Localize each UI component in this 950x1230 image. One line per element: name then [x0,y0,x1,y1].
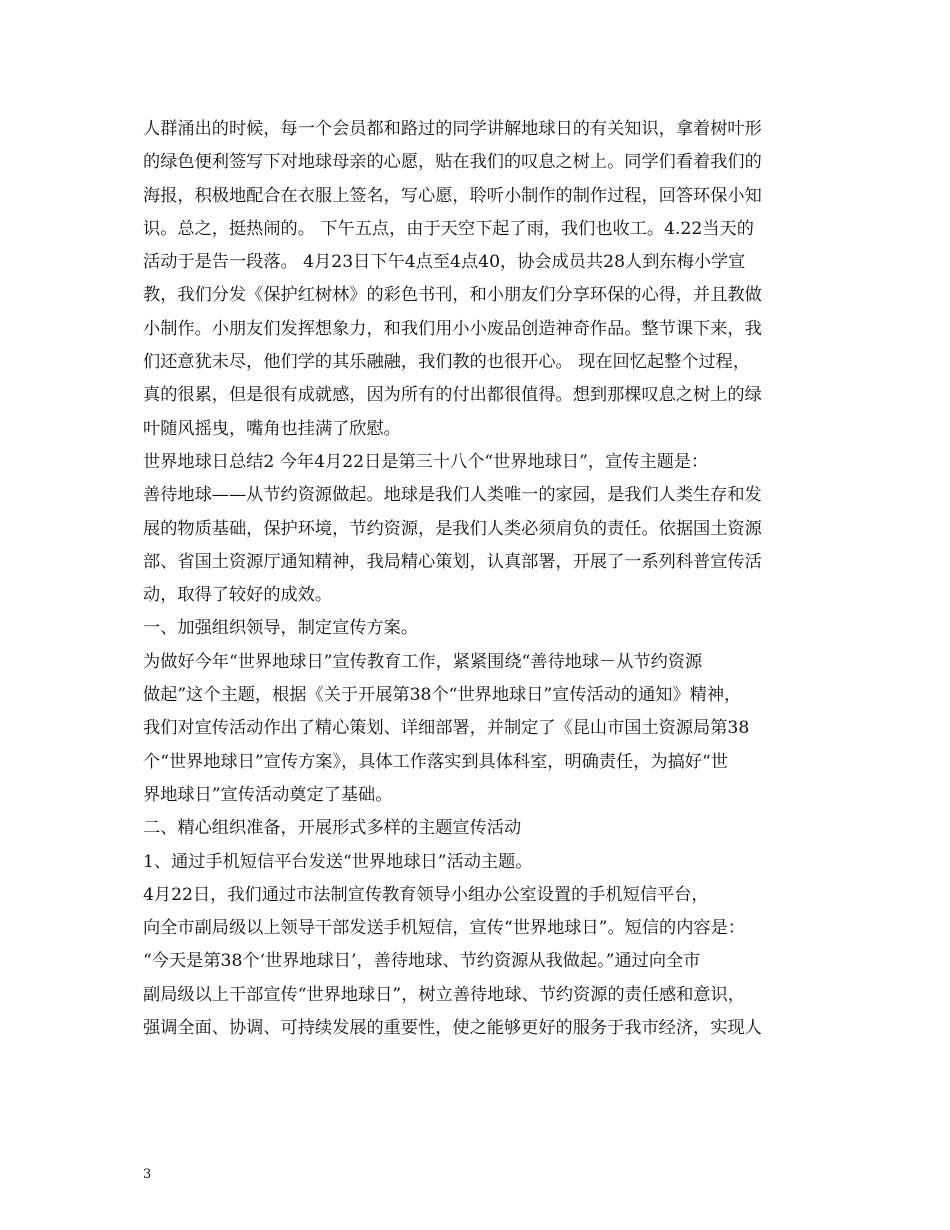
text-line: 海报，积极地配合在衣服上签名，写心愿，聆听小制作的制作过程，回答环保小知 [143,185,762,206]
text-line: 向全市副局级以上领导干部发送手机短信，宣传“世界地球日”。短信的内容是： [143,918,745,939]
text-line: 展的物质基础，保护环境，节约资源，是我们人类必须肩负的责任。依据国土资源 [143,518,762,539]
text-line: 副局级以上干部宣传“世界地球日”，树立善待地球、节约资源的责任感和意识， [143,984,745,1005]
text-line: 善待地球——从节约资源做起。地球是我们人类唯一的家园，是我们人类生存和发 [143,485,762,506]
text-line: 部、省国土资源厅通知精神，我局精心策划，认真部署，开展了一系列科普宣传活 [143,551,762,572]
text-line: 做起”这个主题，根据《关于开展第38个“世界地球日”宣传活动的通知》精神， [143,685,742,706]
page-number: 3 [143,1167,152,1182]
text-line: 为做好今年“世界地球日”宣传教育工作，紧紧围绕“善待地球－从节约资源 [143,651,703,672]
text-line: 1、通过手机短信平台发送“世界地球日”活动主题。 [143,851,533,872]
text-line: 活动于是告一段落。 4月23日下午4点至4点40，协会成员共28人到东梅小学宣 [143,252,746,273]
text-line: 世界地球日总结2 今年4月22日是第三十八个“世界地球日”，宣传主题是： [143,451,709,472]
text-line: “今天是第38个‘世界地球日’，善待地球、节约资源从我做起。”通过向全市 [143,951,701,972]
text-line: 界地球日”宣传活动奠定了基础。 [143,784,393,805]
text-line: 小制作。小朋友们发挥想象力，和我们用小小废品创造神奇作品。整节课下来，我 [143,318,762,339]
text-line: 一、加强组织领导，制定宣传方案。 [143,618,419,639]
text-line: 真的很累，但是很有成就感，因为所有的付出都很值得。想到那棵叹息之树上的绿 [143,385,762,406]
text-line: 们还意犹未尽，他们学的其乐融融，我们教的也很开心。 现在回忆起整个过程， [143,352,751,373]
body-text [143,113,823,1045]
text-line: 二、精心组织准备，开展形式多样的主题宣传活动 [143,818,522,839]
text-line: 识。总之，挺热闹的。 下午五点，由于天空下起了雨，我们也收工。4.22当天的 [143,218,754,239]
text-line: 的绿色便利签写下对地球母亲的心愿，贴在我们的叹息之树上。同学们看着我们的 [143,152,762,173]
text-line: 强调全面、协调、可持续发展的重要性，使之能够更好的服务于我市经济，实现人 [143,1018,762,1039]
text-line: 人群涌出的时候，每一个会员都和路过的同学讲解地球日的有关知识，拿着树叶形 [143,119,762,139]
text-line: 叶随风摇曳，嘴角也挂满了欣慰。 [143,418,401,439]
text-line: 动，取得了较好的成效。 [143,585,333,606]
text-line: 教，我们分发《保护红树林》的彩色书刊，和小朋友们分享环保的心得，并且教做 [143,285,762,306]
text-line: 4月22日，我们通过市法制宣传教育领导小组办公室设置的手机短信平台， [143,884,709,905]
text-line: 个“世界地球日”宣传方案》，具体工作落实到具体科室，明确责任，为搞好“世 [143,751,728,772]
text-line: 我们对宣传活动作出了精心策划、详细部署，并制定了《昆山市国土资源局第38 [143,718,750,739]
